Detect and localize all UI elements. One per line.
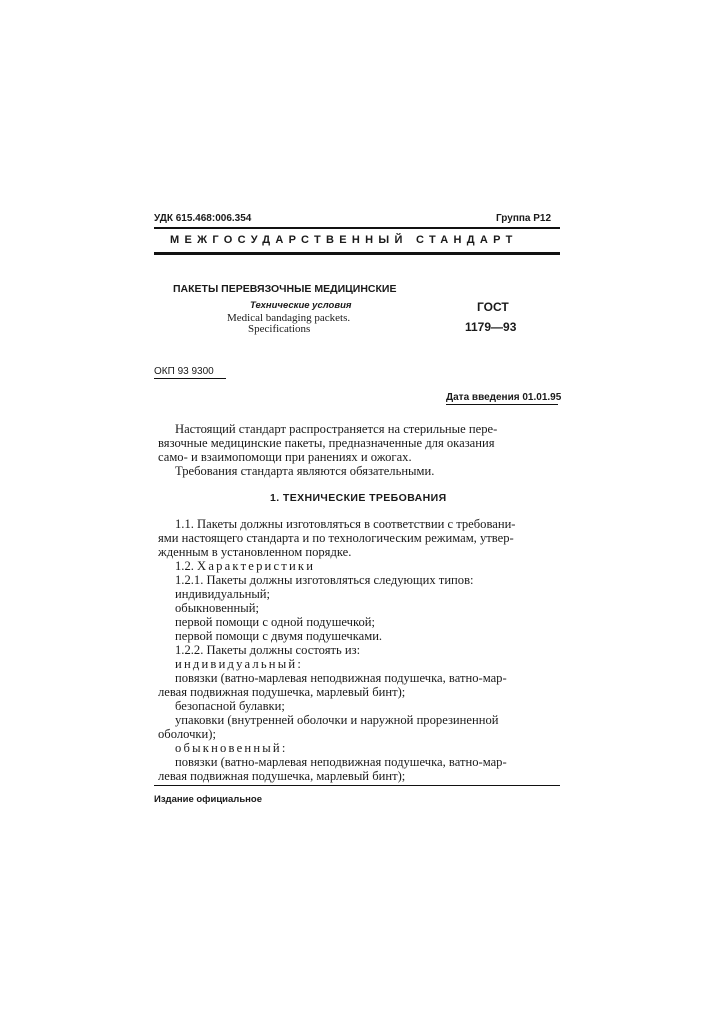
edition-note: Издание официальное <box>154 794 262 805</box>
intro-line: вязочные медицинские пакеты, предназначенные для оказания <box>158 436 495 450</box>
body-line: левая подвижная подушечка, марлевый бинт); <box>158 685 406 699</box>
list-item: индивидуальный; <box>175 587 271 601</box>
document-subtitle-ru: Технические условия <box>250 300 352 311</box>
body-line: повязки (ватно-марлевая неподвижная подушечка, ватно-мар- <box>175 755 507 769</box>
body-line: 1.2.2. Пакеты должны состоять из: <box>175 643 361 657</box>
document-title-en: Medical bandaging packets. <box>227 312 351 324</box>
body-line: повязки (ватно-марлевая неподвижная подушечка, ватно-мар- <box>175 671 507 685</box>
document-title: ПАКЕТЫ ПЕРЕВЯЗОЧНЫЕ МЕДИЦИНСКИЕ <box>173 283 397 295</box>
type-label: обыкновенный: <box>175 741 288 755</box>
intro-line: Настоящий стандарт распространяется на стерильные пере- <box>175 422 498 436</box>
characteristics-label: Характеристики <box>197 559 316 573</box>
list-item: первой помощи с двумя подушечками. <box>175 629 383 643</box>
intro-line: Требования стандарта являются обязательными. <box>175 464 435 478</box>
introduction-date: Дата введения 01.01.95 <box>446 392 562 403</box>
document-subtitle-en: Specifications <box>248 323 311 335</box>
gost-number: 1179—93 <box>465 320 517 334</box>
body-subheading <box>175 559 315 573</box>
body-line: жденным в установленном порядке. <box>158 545 352 559</box>
list-item: обыкновенный; <box>175 601 259 615</box>
udk-code: УДК 615.468:006.354 <box>154 213 252 224</box>
clause-number: 1.2. <box>175 559 194 573</box>
body-line: безопасной булавки; <box>175 699 285 713</box>
body-line: упаковки (внутренней оболочки и наружной прорезиненной <box>175 713 499 727</box>
body-line: оболочки); <box>158 727 216 741</box>
list-item: первой помощи с одной подушечкой; <box>175 615 376 629</box>
date-underline <box>446 404 558 405</box>
okp-underline <box>154 378 226 379</box>
standard-banner: МЕЖГОСУДАРСТВЕННЫЙ СТАНДАРТ <box>170 234 518 246</box>
header-rule-bottom <box>154 252 560 255</box>
body-line: 1.2.1. Пакеты должны изготовляться следующих типов: <box>175 573 474 587</box>
header-rule-top <box>154 227 560 229</box>
group-code: Группа Р12 <box>496 213 552 224</box>
type-label: индивидуальный: <box>175 657 304 671</box>
body-line: левая подвижная подушечка, марлевый бинт); <box>158 769 406 783</box>
footer-rule <box>154 785 560 786</box>
gost-label: ГОСТ <box>477 300 509 314</box>
intro-line: само- и взаимопомощи при ранениях и ожогах. <box>158 450 412 464</box>
body-line: ями настоящего стандарта и по технологическим режимам, утвер- <box>158 531 514 545</box>
okp-code: ОКП 93 9300 <box>154 366 214 377</box>
section-heading: 1. ТЕХНИЧЕСКИЕ ТРЕБОВАНИЯ <box>270 492 447 504</box>
body-line: 1.1. Пакеты должны изготовляться в соответствии с требовани- <box>175 517 516 531</box>
